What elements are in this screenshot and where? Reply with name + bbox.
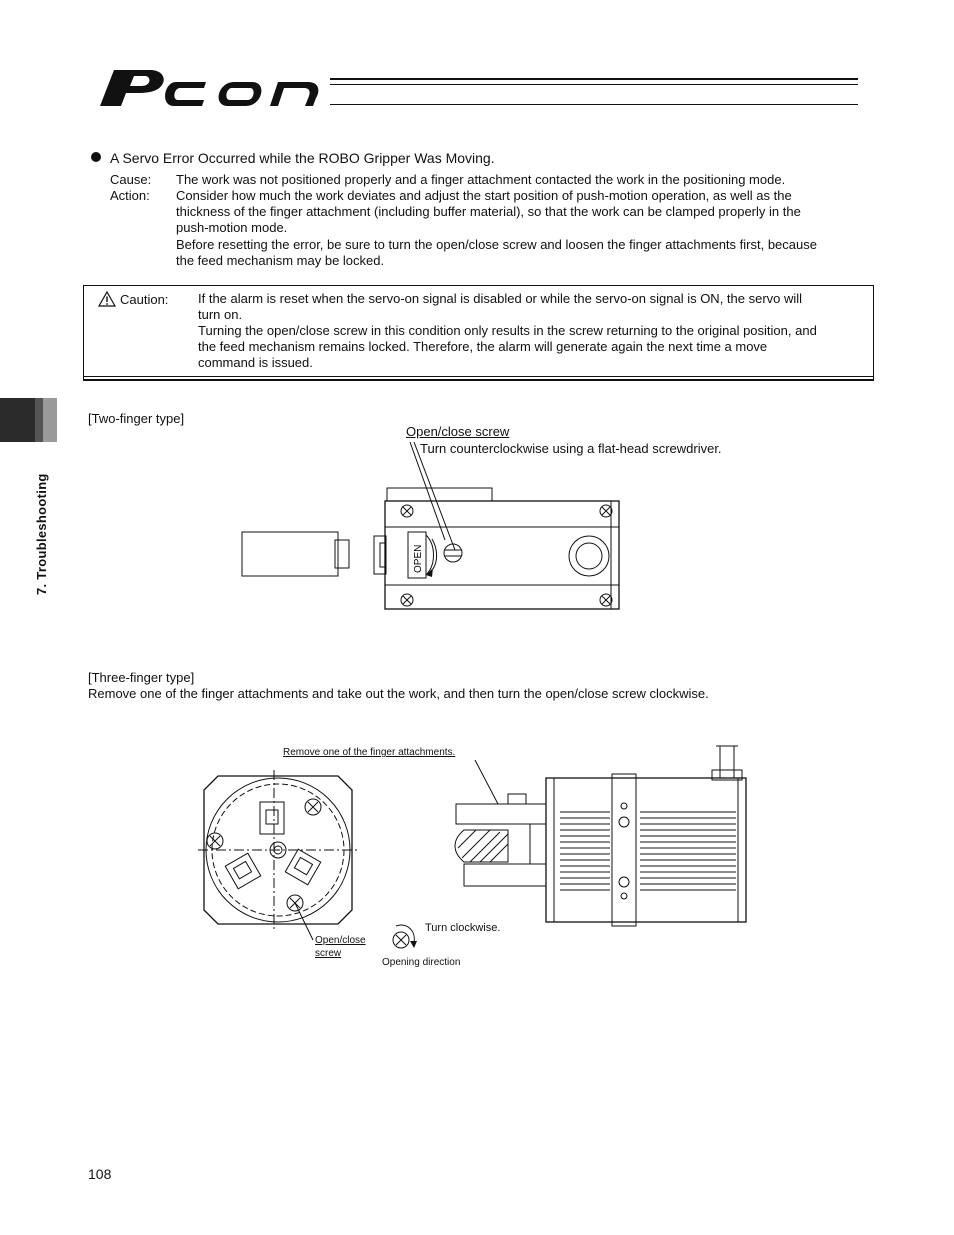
caution-heading: [98, 291, 168, 307]
three-finger-instruction: Remove one of the finger attachments and take out the work, and then turn the open/close screw clockwise.: [88, 686, 709, 701]
chapter-tab-stripe: [43, 398, 57, 442]
action-text: Consider how much the work deviates and adjust the start position of push-motion operation, as well as the: [176, 188, 792, 203]
caution-line: Turning the open/close screw in this condition only results in the screw returning to the original position, and: [198, 323, 817, 338]
caution-text: [198, 291, 870, 371]
warning-icon: [98, 291, 116, 307]
caution-line: If the alarm is reset when the servo-on signal is disabled or while the servo-on signal is ON, the servo will: [198, 291, 803, 306]
three-finger-title: [Three-finger type]: [88, 670, 195, 685]
header-rule: [330, 78, 858, 80]
cause-label: Cause:: [110, 172, 152, 187]
chapter-tab-stripe: [35, 398, 43, 442]
caution-line: command is issued.: [198, 355, 313, 370]
three-finger-side-view: [450, 740, 770, 930]
two-finger-title: [Two-finger type]: [88, 411, 185, 426]
header-rule: [330, 84, 858, 85]
action-label: Action:: [110, 188, 150, 203]
action-text: the feed mechanism may be locked.: [176, 253, 385, 268]
caution-line: the feed mechanism remains locked. Therefore, the alarm will generate again the next time a move: [198, 339, 768, 354]
section-heading: A Servo Error Occurred while the ROBO Gripper Was Moving.: [110, 150, 495, 166]
front-screw-label: Open/close: [315, 935, 366, 946]
three-finger-front-view: [198, 770, 358, 930]
cause-text: The work was not positioned properly and a finger attachment contacted the work in the positioning mode.: [176, 172, 786, 187]
clockwise-arrow-icon: [386, 920, 422, 956]
pcon-logo: [94, 62, 334, 112]
front-screw-label: screw: [315, 948, 342, 959]
page-number: 108: [88, 1166, 112, 1182]
action-text: thickness of the finger attachment (including buffer material), so that the work can be clamped properly in the: [176, 204, 801, 219]
two-finger-instruction: Turn counterclockwise using a flat-head screwdriver.: [420, 441, 722, 456]
chapter-label: 7. Troubleshooting: [34, 473, 49, 595]
open-close-screw-label: Open/close screw: [406, 424, 510, 439]
caution-label: Caution:: [120, 291, 169, 307]
bullet-icon: [91, 152, 101, 162]
open-marking: OPEN: [413, 544, 424, 573]
two-finger-gripper-diagram: [240, 435, 630, 615]
opening-direction-label: Opening direction: [382, 957, 461, 968]
caution-line: turn on.: [198, 307, 243, 322]
remove-attachment-label: Remove one of the finger attachments.: [283, 747, 456, 758]
turn-clockwise-label: Turn clockwise.: [425, 922, 501, 934]
header-rule: [330, 104, 858, 105]
action-text: Before resetting the error, be sure to turn the open/close screw and loosen the finger attachments first, because: [176, 237, 817, 252]
chapter-tab: [0, 398, 35, 442]
action-text: push-motion mode.: [176, 220, 288, 235]
